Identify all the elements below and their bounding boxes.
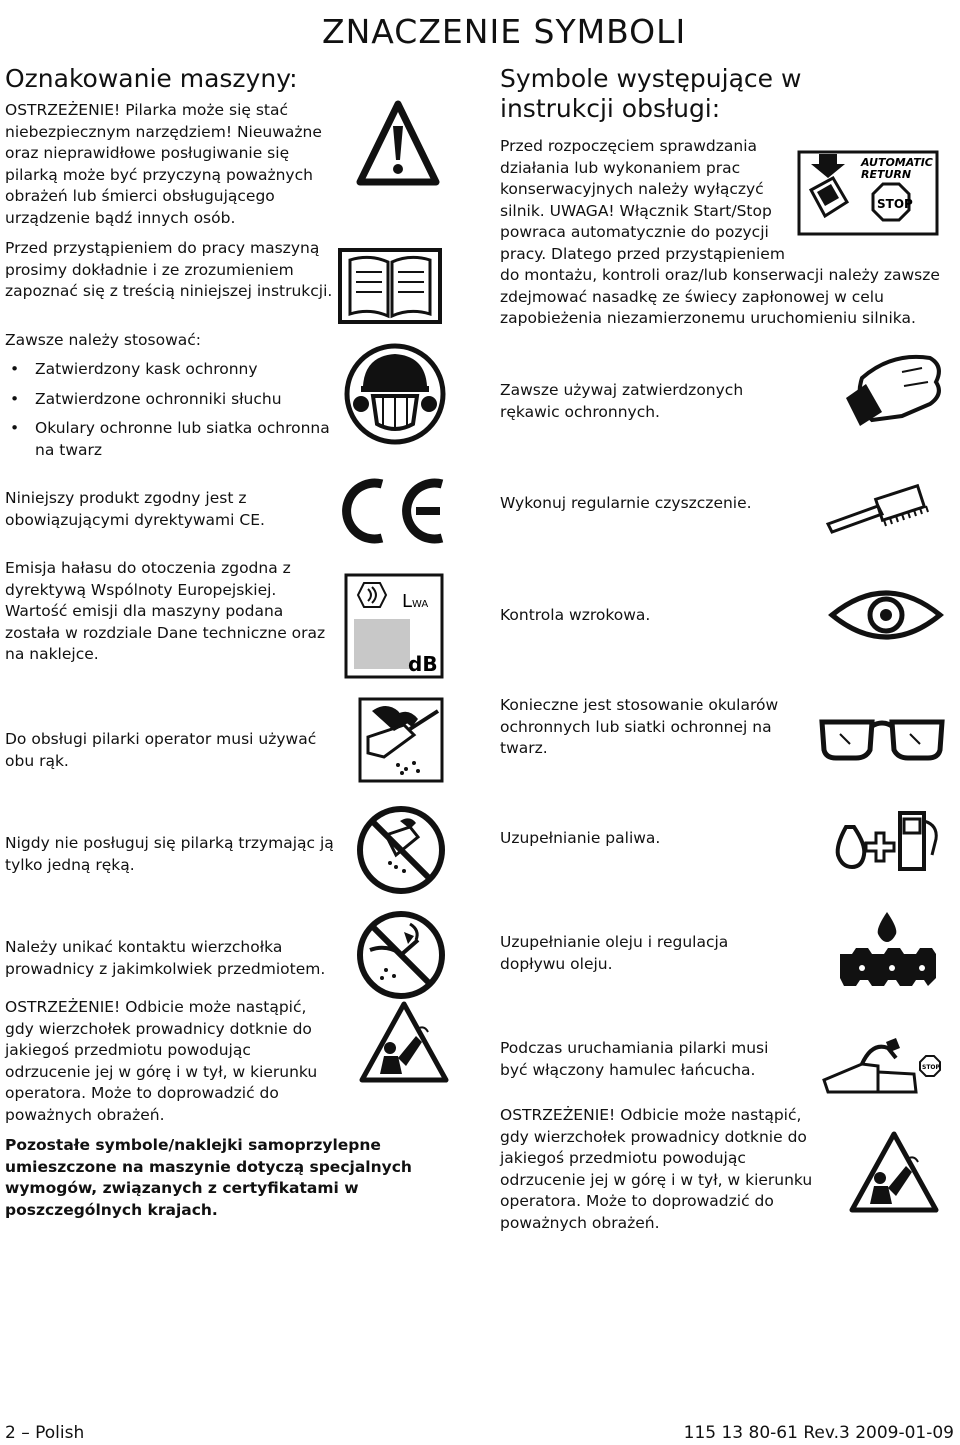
tip-contact-text: Należy unikać kontaktu wierzchołka prowadnicy z jakimkolwiek przedmiotem. xyxy=(5,938,326,978)
read-manual-text: Przed przystąpieniem do pracy maszyną prosimy dokładnie i ze zrozumieniem zapoznać się z treścią niniejszej instrukcji. xyxy=(5,239,333,300)
chain-oil-icon xyxy=(832,910,942,1000)
ppe-list xyxy=(5,359,335,461)
noise-emission-icon xyxy=(344,573,444,679)
visual-check-text: Kontrola wzrokowa. xyxy=(500,606,651,624)
lwa-subscript: WA xyxy=(412,599,429,610)
stop-text-line: Przed rozpoczęciem sprawdzania xyxy=(500,137,758,155)
helmet-ppe-icon xyxy=(343,342,447,446)
automatic-return-stop-icon xyxy=(797,150,939,236)
protective-glove-icon xyxy=(832,342,952,442)
stop-text-line: pracy. Dlatego przed przystąpieniem xyxy=(500,244,785,263)
chain-brake-text: Podczas uruchamiania pilarki musi być włączony hamulec łańcucha. xyxy=(500,1039,769,1079)
list-item: • Zatwierdzone ochronniki słuchu xyxy=(10,389,282,408)
chain-brake-start-icon xyxy=(818,1034,942,1098)
noise-text: Emisja hałasu do otoczenia zgodna z dyrektywą Wspólnoty Europejskiej. Wartość emisji dla maszyny podana została w rozdziale Dane techniczne oraz na naklejce. xyxy=(5,559,326,663)
cleaning-brush-icon xyxy=(822,480,937,540)
list-item: • Okulary ochronne lub siatka ochronna na twarz xyxy=(10,419,330,459)
left-heading: Oznakowanie maszyny: xyxy=(5,64,298,93)
fuel-text: Uzupełnianie paliwa. xyxy=(500,829,661,847)
doc-reference: 115 13 80-61 Rev.3 2009-01-09 xyxy=(683,1423,954,1443)
fuel-refill-icon xyxy=(832,805,944,875)
stop-small-label: STOP xyxy=(922,1064,940,1071)
stop-text-line: konserwacyjnych należy wyłączyć xyxy=(500,180,764,198)
safety-glasses-icon xyxy=(816,712,948,762)
other-symbols-text: Pozostałe symbole/naklejki samoprzylepne umieszczone na maszynie dotyczą specjalnych wymogów, związanych z certyfikatami w poszczególnych krajach. xyxy=(5,1136,412,1219)
stop-text-line: silnik. UWAGA! Włącznik Start/Stop xyxy=(500,201,772,220)
page-number: 2 – Polish xyxy=(5,1423,85,1443)
kickback-warning-icon xyxy=(358,1000,450,1084)
return-label: RETURN xyxy=(861,168,912,181)
eye-icon xyxy=(826,583,946,647)
warning-text: OSTRZEŻENIE! Pilarka może się stać niebezpiecznym narzędziem! Nieuważne oraz nieprawidłowe posługiwanie się pilarką może być przyczyną poważnych obrażeń lub śmierci obsługującego urządzenie bądź innych osób. xyxy=(5,101,322,227)
stop-label: STOP xyxy=(877,197,913,211)
warning-triangle-icon xyxy=(356,100,440,190)
ce-text: Niniejszy produkt zgodny jest z obowiązującymi dyrektywami CE. xyxy=(5,489,265,529)
cleaning-text: Wykonuj regularnie czyszczenie. xyxy=(500,494,752,512)
stop-text-cont: do montażu, kontroli oraz/lub konserwacji należy zawsze zdejmować nasadkę ze świecy zapłonowej w celu zapobieżenia niezamierzonemu uruchomieniu silnika. xyxy=(500,266,940,327)
page-title: ZNACZENIE SYMBOLI xyxy=(322,12,687,51)
stop-text-line: działania lub wykonaniem prac xyxy=(500,158,741,177)
db-label: dB xyxy=(408,652,438,676)
oil-text: Uzupełnianie oleju i regulacja dopływu oleju. xyxy=(500,933,729,973)
two-hands-operation-icon xyxy=(358,697,444,783)
glasses-text: Konieczne jest stosowanie okularów ochronnych lub siatki ochronnej na twarz. xyxy=(500,696,779,757)
no-tip-contact-icon xyxy=(356,910,446,1000)
no-one-hand-icon xyxy=(356,805,446,895)
ce-mark-icon xyxy=(330,476,450,546)
kickback-warning-left: OSTRZEŻENIE! Odbicie może nastąpić, gdy wierzchołek prowadnicy dotknie do jakiegoś przedmiotu powodując odrzucenie jej w górę i w tył, w kierunku operatora. Może to doprowadzić do poważnych obrażeń. xyxy=(5,998,318,1124)
always-use-text: Zawsze należy stosować: xyxy=(5,331,201,349)
gloves-text: Zawsze używaj zatwierdzonych rękawic ochronnych. xyxy=(500,381,744,421)
automatic-label: AUTOMATIC xyxy=(861,156,933,169)
manual-book-icon xyxy=(338,246,442,326)
lwa-label: LWA xyxy=(402,591,429,612)
two-hands-text: Do obsługi pilarki operator musi używać obu rąk. xyxy=(5,730,317,770)
one-hand-text: Nigdy nie posługuj się pilarką trzymając ją tylko jedną ręką. xyxy=(5,834,334,874)
kickback-warning-right: OSTRZEŻENIE! Odbicie może nastąpić, gdy wierzchołek prowadnicy dotknie do jakiegoś przedmiotu powodując odrzucenie jej w górę i w tył, w kierunku operatora. Może to doprowadzić do poważnych obrażeń. xyxy=(500,1106,813,1232)
kickback-warning-icon-right xyxy=(848,1130,940,1214)
list-item: • Zatwierdzony kask ochronny xyxy=(10,360,258,378)
stop-text-line: powraca automatycznie do pozycji xyxy=(500,223,769,241)
right-heading: Symbole występujące w instrukcji obsługi: xyxy=(500,64,802,123)
stop-text-block xyxy=(500,136,790,265)
